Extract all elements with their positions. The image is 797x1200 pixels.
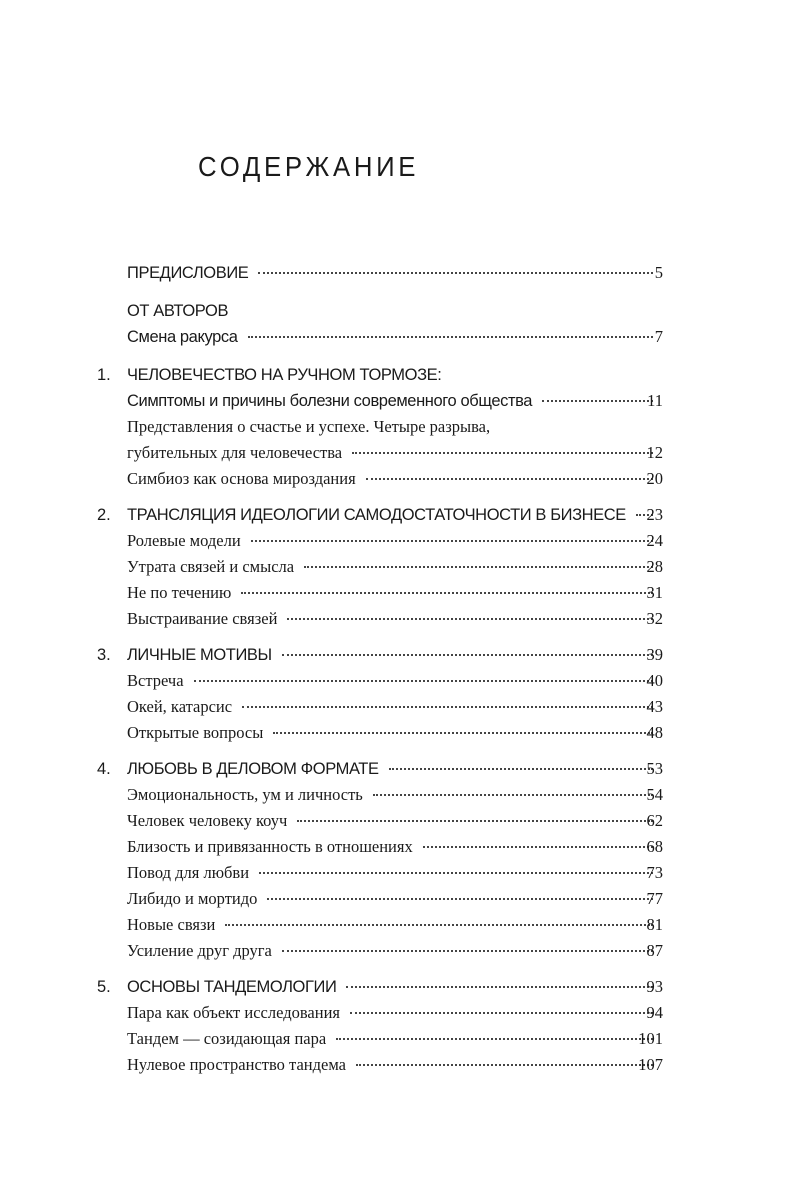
toc-entry-title: ОСНОВЫ ТАНДЕМОЛОГИИ (127, 978, 337, 996)
toc-entry[interactable] (0, 466, 797, 492)
toc-entry-title: Симбиоз как основа мироздания (127, 469, 356, 488)
toc-entry-title: Представления о счастье и успехе. Четыре разрыва, (127, 417, 491, 436)
toc-entry[interactable] (0, 528, 797, 554)
leader-dots (352, 452, 653, 454)
toc-entry[interactable] (0, 782, 797, 808)
toc-chapter-entry[interactable] (0, 642, 797, 668)
toc-page-number: 48 (646, 723, 663, 742)
toc-entry-title: Окей, катарсис (127, 697, 233, 716)
toc-entry-title: Не по течению (127, 583, 232, 602)
leader-dots (297, 820, 653, 822)
chapter-number: 2. (97, 506, 111, 524)
toc-page-number: 93 (646, 977, 663, 996)
leader-dots (346, 986, 653, 988)
toc-entry[interactable] (0, 886, 797, 912)
toc-page-number: 24 (646, 531, 663, 550)
toc-entry[interactable] (0, 668, 797, 694)
toc-entry-title: Утрата связей и смысла (127, 557, 295, 576)
leader-dots (259, 872, 653, 874)
toc-page-number: 107 (638, 1055, 663, 1074)
toc-chapter-heading (0, 362, 797, 388)
toc-entry[interactable] (0, 860, 797, 886)
toc-page-number: 11 (647, 391, 663, 410)
leader-dots (241, 592, 653, 594)
toc-entry-title: Либидо и мортидо (127, 889, 258, 908)
leader-dots (282, 950, 653, 952)
leader-dots (242, 706, 653, 708)
toc-page-number: 68 (646, 837, 663, 856)
toc-entry[interactable] (0, 808, 797, 834)
leader-dots (336, 1038, 653, 1040)
toc-chapter-entry[interactable] (0, 974, 797, 1000)
toc-entry-title: ЛИЧНЫЕ МОТИВЫ (127, 646, 272, 664)
toc-page-number: 101 (638, 1029, 663, 1048)
toc-entry-title: Выстраивание связей (127, 609, 278, 628)
chapter-number: 4. (97, 760, 111, 778)
toc-entry-title: Близость и привязанность в отношениях (127, 837, 413, 856)
leader-dots (350, 1012, 653, 1014)
toc-entry-title: ЧЕЛОВЕЧЕСТВО НА РУЧНОМ ТОРМОЗЕ: (127, 366, 442, 384)
chapter-number: 1. (97, 366, 111, 384)
toc-entry[interactable] (0, 580, 797, 606)
toc-entry-title: Тандем — созидающая пара (127, 1029, 327, 1048)
table-of-contents (0, 260, 797, 1078)
toc-section-heading (0, 298, 797, 324)
leader-dots (225, 924, 653, 926)
leader-dots (304, 566, 653, 568)
toc-entry[interactable] (0, 554, 797, 580)
chapter-number: 5. (97, 978, 111, 996)
toc-entry-title: ОТ АВТОРОВ (127, 302, 229, 320)
toc-entry-preface[interactable] (0, 260, 797, 286)
toc-page-number: 43 (646, 697, 663, 716)
leader-dots (251, 540, 653, 542)
leader-dots (248, 336, 653, 338)
toc-page-number: 7 (654, 327, 663, 346)
toc-entry-title: ЛЮБОВЬ В ДЕЛОВОМ ФОРМАТЕ (127, 760, 379, 778)
toc-entry[interactable] (0, 440, 797, 466)
toc-entry[interactable] (0, 720, 797, 746)
toc-entry[interactable] (0, 388, 797, 414)
toc-entry-title: ПРЕДИСЛОВИЕ (127, 264, 249, 282)
toc-entry-title: Смена ракурса (127, 328, 238, 346)
page-title: СОДЕРЖАНИЕ (198, 150, 420, 182)
toc-entry-title: Новые связи (127, 915, 216, 934)
toc-entry[interactable] (0, 324, 797, 350)
toc-entry[interactable] (0, 694, 797, 720)
toc-entry-title: Открытые вопросы (127, 723, 264, 742)
toc-entry-line (0, 414, 797, 440)
toc-entry-title: Повод для любви (127, 863, 250, 882)
toc-page-number: 40 (646, 671, 663, 690)
toc-page-number: 31 (646, 583, 663, 602)
toc-page-number: 12 (646, 443, 663, 462)
leader-dots (194, 680, 653, 682)
leader-dots (287, 618, 653, 620)
toc-entry-title: Усиление друг друга (127, 941, 272, 960)
toc-entry[interactable] (0, 1052, 797, 1078)
chapter-number: 3. (97, 646, 111, 664)
toc-page-number: 81 (646, 915, 663, 934)
leader-dots (423, 846, 653, 848)
toc-entry[interactable] (0, 938, 797, 964)
toc-page-number: 5 (654, 263, 663, 282)
toc-page-number: 62 (646, 811, 663, 830)
toc-entry-title: Ролевые модели (127, 531, 241, 550)
toc-entry-title: губительных для человечества (127, 443, 343, 462)
leader-dots (389, 768, 653, 770)
toc-page-number: 32 (646, 609, 663, 628)
toc-entry[interactable] (0, 1000, 797, 1026)
toc-page-number: 87 (646, 941, 663, 960)
toc-entry-title: Встреча (127, 671, 184, 690)
toc-entry-title: Пара как объект исследования (127, 1003, 341, 1022)
leader-dots (267, 898, 653, 900)
toc-entry-title: Симптомы и причины болезни современного общества (127, 392, 533, 410)
toc-page-number: 73 (646, 863, 663, 882)
toc-entry-title: Человек человеку коуч (127, 811, 288, 830)
toc-page-number: 54 (646, 785, 663, 804)
toc-entry-title: Нулевое пространство тандема (127, 1055, 346, 1074)
toc-page-number: 23 (646, 505, 663, 524)
toc-page-number: 77 (646, 889, 663, 908)
toc-entry[interactable] (0, 834, 797, 860)
toc-entry[interactable] (0, 1026, 797, 1052)
toc-page-number: 28 (646, 557, 663, 576)
toc-page-number: 53 (646, 759, 663, 778)
toc-page-number: 39 (646, 645, 663, 664)
leader-dots (282, 654, 653, 656)
leader-dots (258, 272, 653, 274)
toc-entry[interactable] (0, 912, 797, 938)
toc-entry[interactable] (0, 606, 797, 632)
leader-dots (373, 794, 653, 796)
toc-page-number: 20 (646, 469, 663, 488)
leader-dots (273, 732, 653, 734)
toc-page-number: 94 (646, 1003, 663, 1022)
toc-chapter-entry[interactable] (0, 756, 797, 782)
leader-dots (366, 478, 653, 480)
toc-entry-title: Эмоциональность, ум и личность (127, 785, 363, 804)
toc-chapter-entry[interactable] (0, 502, 797, 528)
toc-entry-title: ТРАНСЛЯЦИЯ ИДЕОЛОГИИ САМОДОСТАТОЧНОСТИ В БИЗНЕСЕ (127, 506, 626, 524)
leader-dots (356, 1064, 653, 1066)
